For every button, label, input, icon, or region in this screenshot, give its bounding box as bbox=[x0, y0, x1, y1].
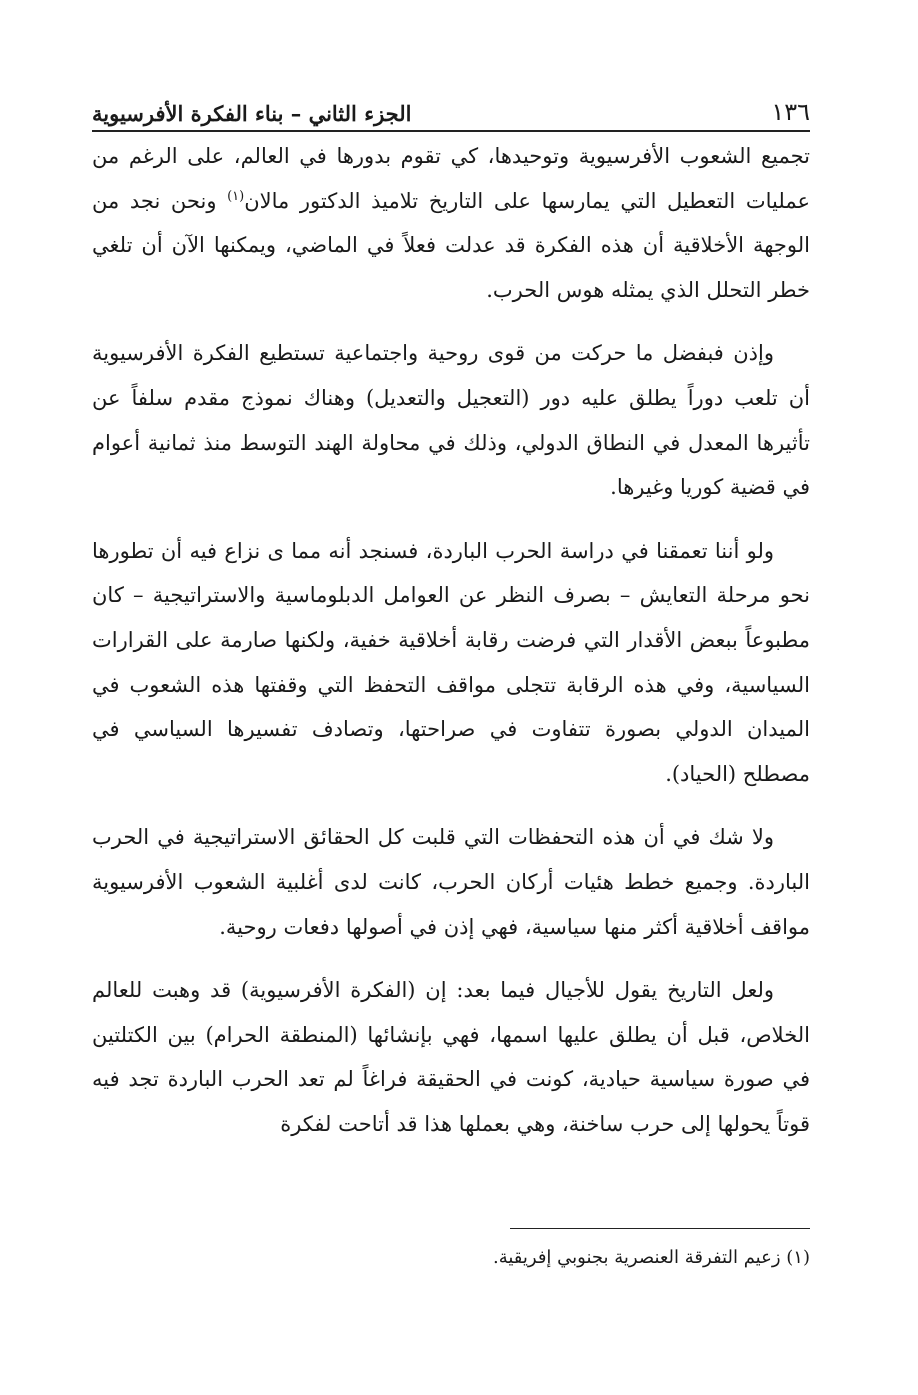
paragraph-1 bbox=[92, 134, 810, 312]
paragraph-3: ولو أننا تعمقنا في دراسة الحرب الباردة، فسنجد أنه مما ى نزاع فيه أن تطورها نحو مرحلة التعايش – بصرف النظر عن العوامل الدبلوماسية والاستراتيجية – كان مطبوعاً ببعض الأقدار التي فرضت رقابة أخلاقية خفية، ولكنها صارمة على القرارات السياسية، وفي هذه الرقابة تتجلى مواقف التحفظ التي وقفتها هذه الشعوب في الميدان الدولي بصورة تتفاوت في صراحتها، وتصادف تفسيرها السياسي في مصطلح (الحياد). bbox=[92, 538, 810, 786]
footnote-divider bbox=[510, 1228, 810, 1229]
paragraph-2: وإذن فبفضل ما حركت من قوى روحية واجتماعية تستطيع الفكرة الأفرسيوية أن تلعب دوراً يطلق عليه دور (التعجيل والتعديل) وهناك نموذج مقدم سلفاً عن تأثيرها المعدل في النطاق الدولي، وذلك في محاولة الهند التوسط منذ ثمانية أعوام في قضية كوريا وغيرها. bbox=[92, 341, 810, 500]
paragraph-1-text-start: تجميع الشعوب الأفرسيوية وتوحيدها، كي تقوم بدورها في العالم، على الرغم من عمليات التعطيل التي يمارسها على التاريخ تلاميذ الدكتور مالان bbox=[92, 144, 810, 213]
paragraph-4: ولا شك في أن هذه التحفظات التي قلبت كل الحقائق الاستراتيجية في الحرب الباردة. وجميع خطط هئيات أركان الحرب، كانت لدى أغلبية الشعوب الأفرسيوية مواقف أخلاقية أكثر منها سياسية، فهي إذن في أصولها دفعات روحية. bbox=[92, 825, 810, 939]
page-number: ١٣٦ bbox=[771, 98, 810, 126]
book-page bbox=[92, 0, 810, 1395]
footnote-reference: (١) bbox=[227, 188, 245, 204]
paragraph-1-text-end: ونحن نجد من الوجهة الأخلاقية أن هذه الفكرة قد عدلت فعلاً في الماضي، ويمكنها الآن أن تلغي خطر التحلل الذي يمثله هوس الحرب. bbox=[92, 188, 810, 302]
body-text bbox=[92, 134, 810, 1165]
footnote: (١) زعيم التفرقة العنصرية بجنوبي إفريقية. bbox=[492, 1247, 810, 1268]
page-header bbox=[92, 84, 810, 132]
paragraph-5: ولعل التاريخ يقول للأجيال فيما بعد: إن (الفكرة الأفرسيوية) قد وهبت للعالم الخلاص، قبل أن يطلق عليها اسمها، فهي بإنشائها (المنطقة الحرام) بين الكتلتين في صورة سياسية حيادية، كونت في الحقيقة فراغاً لم تعد الحرب الباردة تجد فيه قوتاً يحولها إلى حرب ساخنة، وهي بعملها هذا قد أتاحت لفكرة bbox=[92, 978, 810, 1136]
running-title: الجزء الثاني – بناء الفكرة الأفرسيوية bbox=[92, 101, 412, 126]
